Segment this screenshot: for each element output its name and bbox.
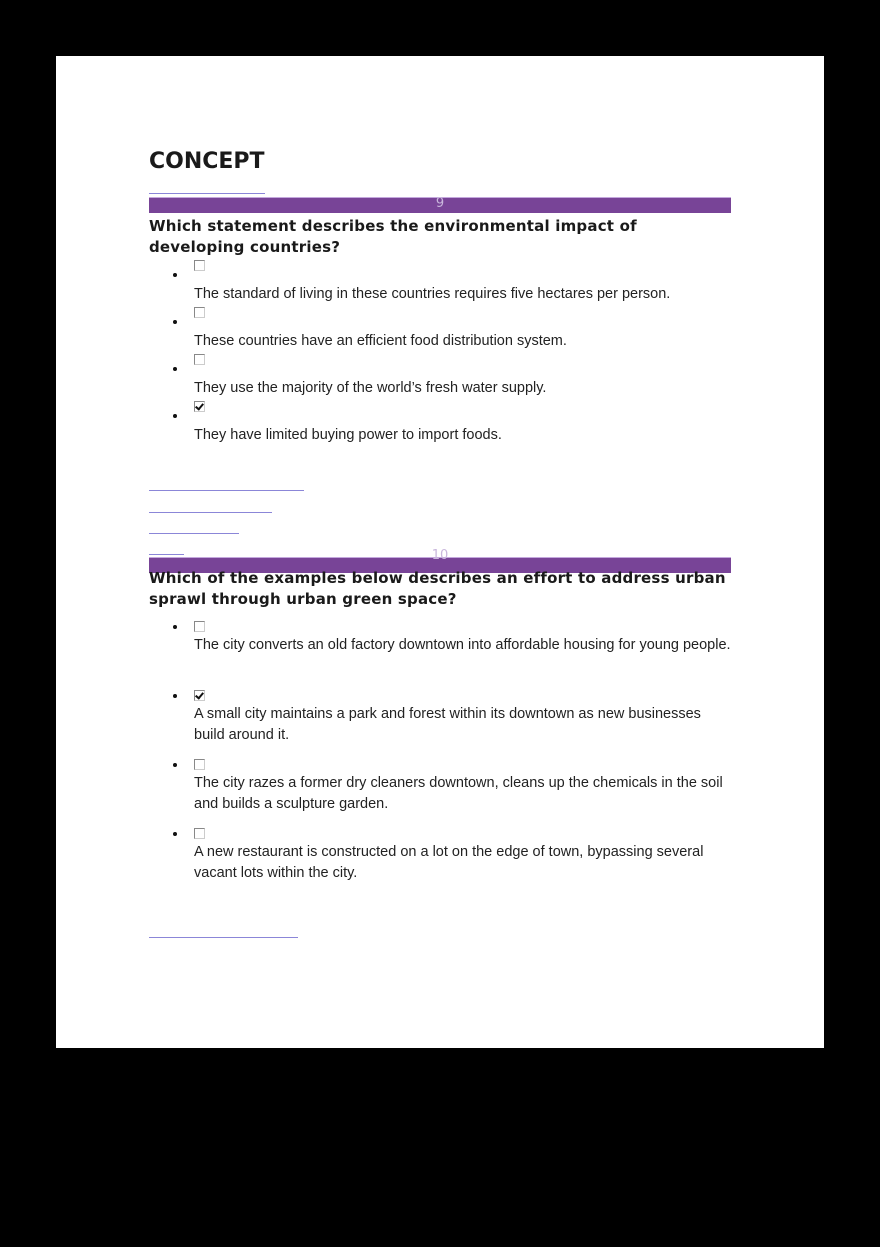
question-number: 9 bbox=[435, 196, 445, 211]
bullet-icon bbox=[173, 367, 177, 371]
question-text: Which of the examples below describes an effort to address urban sprawl through urban green space? bbox=[149, 569, 726, 608]
answer-option[interactable] bbox=[149, 759, 731, 828]
bullet-icon bbox=[173, 625, 177, 629]
hyperlink-underline[interactable] bbox=[149, 512, 272, 513]
checkbox-checked-icon[interactable] bbox=[194, 401, 205, 412]
answer-options bbox=[149, 260, 731, 448]
option-label: A new restaurant is constructed on a lot on the edge of town, bypassing several vacant lots within the city. bbox=[194, 844, 704, 881]
question-text: Which statement describes the environmental impact of developing countries? bbox=[149, 217, 637, 256]
answer-option[interactable] bbox=[149, 307, 731, 354]
page-title: CONCEPT bbox=[149, 149, 265, 174]
option-label: The city razes a former dry cleaners downtown, cleans up the chemicals in the soil and builds a sculpture garden. bbox=[194, 775, 723, 812]
checkbox-icon[interactable] bbox=[194, 354, 205, 365]
checkbox-icon[interactable] bbox=[194, 828, 205, 839]
checkbox-checked-icon[interactable] bbox=[194, 690, 205, 701]
answer-option[interactable] bbox=[149, 354, 731, 401]
answer-option[interactable] bbox=[149, 828, 731, 897]
answer-option[interactable] bbox=[149, 260, 731, 307]
question-number: 10 bbox=[431, 548, 449, 563]
answer-option[interactable] bbox=[149, 690, 731, 759]
option-label: They use the majority of the world’s fresh water supply. bbox=[194, 380, 547, 396]
question-number-bar bbox=[149, 197, 731, 213]
hyperlink-underline[interactable] bbox=[149, 193, 265, 194]
option-label: These countries have an efficient food distribution system. bbox=[194, 333, 567, 349]
hyperlink-underline[interactable] bbox=[149, 533, 239, 534]
bullet-icon bbox=[173, 694, 177, 698]
option-label: They have limited buying power to import foods. bbox=[194, 427, 502, 443]
document-page bbox=[56, 56, 824, 1048]
answer-option[interactable] bbox=[149, 621, 731, 690]
answer-option[interactable] bbox=[149, 401, 731, 448]
bullet-icon bbox=[173, 414, 177, 418]
checkbox-icon[interactable] bbox=[194, 759, 205, 770]
hyperlink-underline[interactable] bbox=[149, 490, 304, 491]
option-label: The standard of living in these countries requires five hectares per person. bbox=[194, 286, 671, 302]
bullet-icon bbox=[173, 320, 177, 324]
checkbox-icon[interactable] bbox=[194, 307, 205, 318]
option-label: A small city maintains a park and forest within its downtown as new businesses build around it. bbox=[194, 706, 701, 743]
hyperlink-underline[interactable] bbox=[149, 937, 298, 938]
checkbox-icon[interactable] bbox=[194, 621, 205, 632]
answer-options bbox=[149, 621, 731, 897]
checkbox-icon[interactable] bbox=[194, 260, 205, 271]
bullet-icon bbox=[173, 273, 177, 277]
option-label: The city converts an old factory downtown into affordable housing for young people. bbox=[194, 637, 731, 653]
bullet-icon bbox=[173, 832, 177, 836]
bullet-icon bbox=[173, 763, 177, 767]
